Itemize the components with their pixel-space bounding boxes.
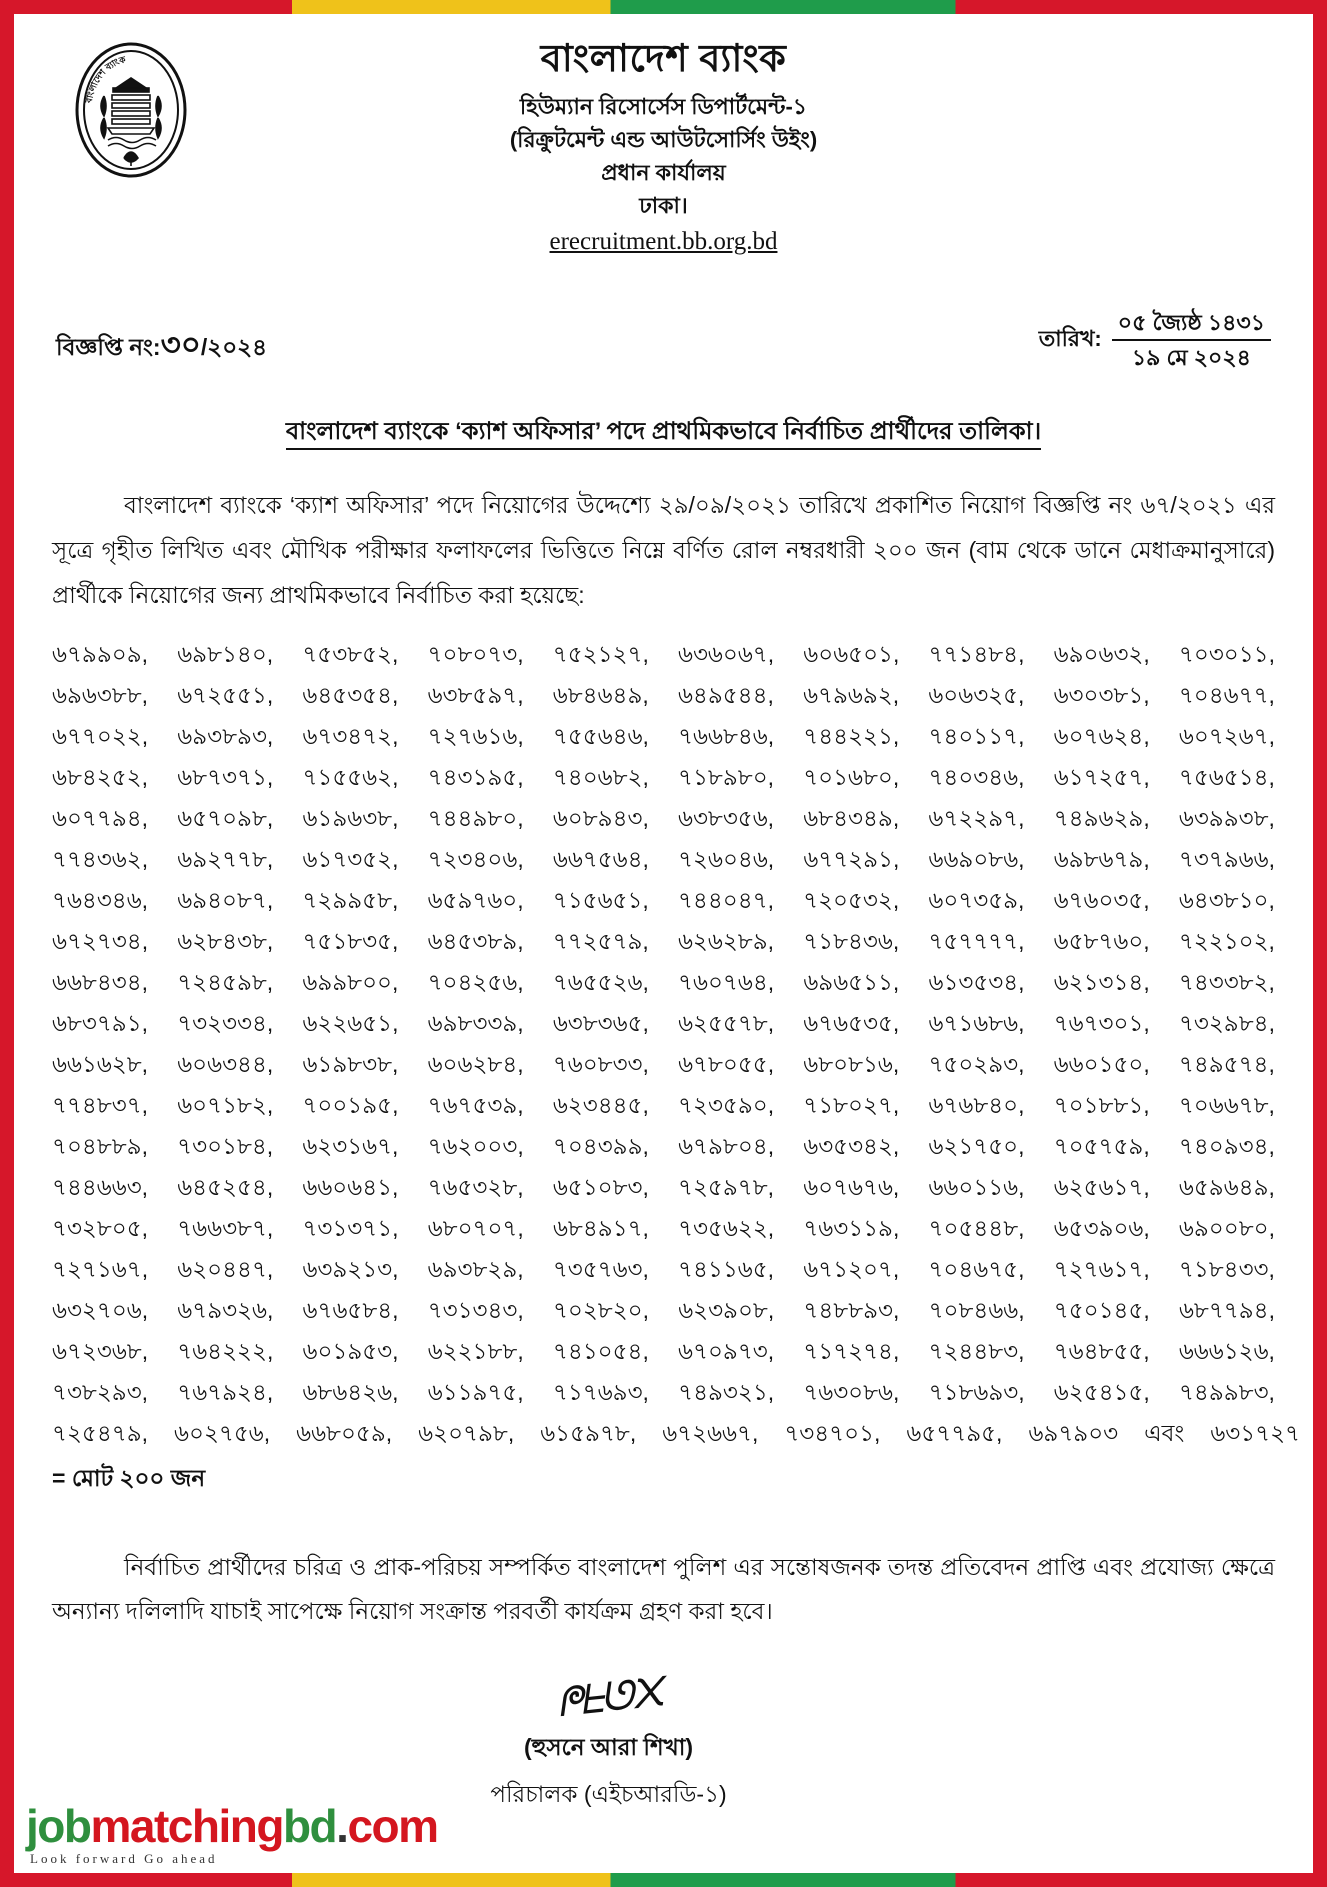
roll-number: ৬১৩৫৩৪, [928, 968, 1025, 995]
roll-number: ৭২৪৪৮৩, [928, 1337, 1025, 1364]
roll-number: ৬২৩৯০৮, [678, 1296, 775, 1323]
jobmatchingbd-watermark [26, 1800, 438, 1866]
roll-number: ৭১৭২৭৪, [803, 1337, 900, 1364]
office-name: প্রধান কার্যালয় [601, 159, 726, 185]
roll-number: ৭৫০১৪৫, [1053, 1296, 1150, 1323]
roll-number: ৭৩৮২৯৩, [52, 1378, 149, 1405]
roll-number: ৬০১৯৫৩, [302, 1337, 399, 1364]
roll-number: ৭৪৪৬৬৩, [52, 1173, 149, 1200]
roll-number: ৭০৪৬৭৫, [928, 1255, 1025, 1282]
roll-number: ৬৮৭৩৭১, [177, 763, 274, 790]
roll-number: ৭৬৩০৮৬, [803, 1378, 900, 1405]
roll-number: ৬৯৬৫১১, [803, 968, 900, 995]
bank-name: বাংলাদেশ ব্যাংক [540, 38, 787, 80]
roll-number: ৭৪৪০৪৭, [677, 886, 774, 913]
roll-number: ৬০৭৩৫৯, [928, 886, 1025, 913]
roll-number: ৬৭০৯৭৩, [678, 1337, 775, 1364]
roll-number: ৭৬৭৯২৪, [177, 1378, 274, 1405]
roll-row [52, 1085, 1275, 1126]
signature-block [22, 1669, 1305, 1815]
roll-number: ৭৬৩১১৯, [803, 1214, 900, 1241]
roll-row [52, 1167, 1275, 1208]
roll-number: ৬৩৮৩৬৫, [552, 1009, 649, 1036]
roll-number: ৬৫৩৯০৬, [1053, 1214, 1150, 1241]
roll-number: ৬৮৪৬৪৯, [552, 681, 649, 708]
roll-number: ৬৯৩৮৯৩, [177, 722, 274, 749]
roll-number: ৭৪০৯৩৪, [1178, 1132, 1275, 1159]
roll-number: ৬৩৫৩৪২, [803, 1132, 900, 1159]
roll-number: ৬১১৯৭৫, [427, 1378, 524, 1405]
roll-number: ৬৭২৩৬৮, [52, 1337, 149, 1364]
roll-number: ৭৪১০৫৪, [552, 1337, 649, 1364]
roll-number: ৬৭২৫৫১, [177, 681, 274, 708]
roll-number: ৬৭৯৩২৬, [177, 1296, 274, 1323]
wing-name: (রিক্রুটমেন্ট এন্ড আউটসোর্সিং উইং) [509, 126, 818, 152]
roll-number: ৬৯০৬৩২, [1053, 640, 1150, 667]
handwritten-signature: ᖘᖶᘎ᙭ [554, 1669, 663, 1726]
roll-number: ৬৯০০৮০, [1178, 1214, 1275, 1241]
roll-row [52, 880, 1275, 921]
roll-number: ৭৬০৮৩৩, [552, 1050, 649, 1077]
roll-number: ৭১৮৯৮০, [678, 763, 775, 790]
roll-number: ৭৪৩১৯৫, [427, 763, 524, 790]
roll-number: ৭০৪২৫৬, [427, 968, 524, 995]
roll-number: ৬৪৩৮১০, [1178, 886, 1275, 913]
roll-number: ৬০৬৫০১, [803, 640, 900, 667]
roll-number: ৬৯৭৯০৩ [1028, 1419, 1119, 1446]
page-title-text: বাংলাদেশ ব্যাংকে ‘ক্যাশ অফিসার’ পদে প্রাথমিকভাবে নির্বাচিত প্রার্থীদের তালিকা। [286, 418, 1041, 450]
roll-number: ৬৩৬০৬৭, [678, 640, 775, 667]
roll-number: ৬৬১৬২৮, [52, 1050, 149, 1077]
roll-number: ৬৯৮১৪০, [177, 640, 274, 667]
roll-number: ৬৭১২০৭, [803, 1255, 900, 1282]
roll-number: ৬২১৭৫০, [928, 1132, 1025, 1159]
roll-number: ৬৯৮৬৭৯, [1053, 845, 1150, 872]
roll-number: ৬২০৪৪৭, [177, 1255, 274, 1282]
roll-number: ৬৬৭৫৬৪, [552, 845, 649, 872]
roll-row [52, 1249, 1275, 1290]
roll-number: ৬২৮৪৩৮, [177, 927, 274, 954]
roll-number: ৭৭৪৩৬২, [52, 845, 149, 872]
roll-row [52, 716, 1275, 757]
roll-number: ৬২৫৫৭৮, [678, 1009, 775, 1036]
roll-number: ৭১৮৬৯৩, [928, 1378, 1025, 1405]
roll-number: ৭৩২৩৩৪, [177, 1009, 274, 1036]
roll-row [52, 757, 1275, 798]
roll-number: ৬৩৯২১৩, [302, 1255, 399, 1282]
roll-number: ৭৩১৩৪৩, [427, 1296, 524, 1323]
watermark-dot: . [336, 1800, 348, 1852]
roll-number: ৭২৩৫৯০, [678, 1091, 775, 1118]
reference-and-date-row [22, 308, 1305, 373]
roll-number: ৬৭৬৮৪০, [928, 1091, 1025, 1118]
notice-date [1039, 308, 1271, 373]
roll-number: ৬১৭৩৫২, [302, 845, 399, 872]
roll-number: ৭১৮৪৩৩, [1178, 1255, 1275, 1282]
roll-number: ৭৬৭৫৩৯, [427, 1091, 524, 1118]
roll-number: ৬০২৭৫৬, [174, 1419, 271, 1446]
roll-number: ৭০৮০৭৩, [427, 640, 524, 667]
roll-number: এবং [1144, 1419, 1185, 1446]
watermark-matching: matching [90, 1800, 283, 1852]
roll-number: ৭০৬৬৭৮, [1178, 1091, 1275, 1118]
roll-number: ৬৯৬৩৮৮, [52, 681, 149, 708]
roll-number: ৬৮৪২৫২, [52, 763, 149, 790]
roll-number: ৬২১৩১৪, [1053, 968, 1150, 995]
roll-number: ৬১৯৬৩৮, [302, 804, 399, 831]
roll-number: ৭১৭৬৯৩, [552, 1378, 649, 1405]
roll-number: ৭৪৩৩৮২, [1178, 968, 1275, 995]
roll-number: ৬৭৯৬৯২, [803, 681, 900, 708]
roll-number: ৬২৩৪৪৫, [552, 1091, 649, 1118]
roll-number: ৬০৭১৮২, [177, 1091, 274, 1118]
roll-number: ৭০৪৩৯৯, [552, 1132, 649, 1159]
roll-number: ৭২৩৪০৬, [427, 845, 524, 872]
roll-number: ৬৭৯৯০৯, [52, 640, 149, 667]
roll-row [52, 1003, 1275, 1044]
roll-number: ৬৭২২৯৭, [928, 804, 1025, 831]
roll-number: ৭২৭১৬৭, [52, 1255, 149, 1282]
roll-number: ৬৬০১৫০, [1053, 1050, 1150, 1077]
signatory-name: (হুসনে আরা শিখা) [523, 1734, 694, 1761]
roll-number: ৭০১৬৮০, [803, 763, 900, 790]
date-label: তারিখ: [1038, 325, 1102, 351]
watermark-bd: bd [282, 1800, 337, 1852]
roll-number: ৬৮৪৩৪৯, [803, 804, 900, 831]
roll-number: ৭৭১৪৮৪, [928, 640, 1025, 667]
roll-number: ৬৪৯৫৪৪, [677, 681, 774, 708]
roll-number: ৭৪০১১৭, [928, 722, 1025, 749]
roll-number: ৭৪০৩৪৬, [928, 763, 1025, 790]
roll-number: ৬৬০১১৬, [928, 1173, 1025, 1200]
roll-number: ৬২৫৪১৫, [1053, 1378, 1150, 1405]
roll-number: ৭৫৭৭৭৭, [928, 927, 1025, 954]
ref-year: /২০২৪ [200, 334, 268, 361]
page-title [22, 413, 1305, 453]
roll-number: ৬২৬২৮৯, [677, 927, 775, 954]
roll-number: ৭১৮০২৭, [803, 1091, 900, 1118]
roll-number: ৭৭২৫৭৯, [552, 927, 649, 954]
roll-number: ৬০৬২৮৪, [427, 1050, 524, 1077]
roll-number: ৭৬৭৩০১, [1053, 1009, 1150, 1036]
roll-row [52, 1290, 1275, 1331]
roll-number: ৭৪৮৮৯৩, [803, 1296, 900, 1323]
roll-number: ৭৫০২৯৩, [928, 1050, 1025, 1077]
roll-number: ৬৩৮৩৫৬, [678, 804, 775, 831]
roll-number: ৬৭৭২৯১, [803, 845, 900, 872]
roll-number: ৬০৭৭৯৪, [52, 804, 149, 831]
roll-number: ৬৫৮৭৬০, [1053, 927, 1150, 954]
watermark-job: job [26, 1800, 91, 1852]
notice-reference-number [56, 321, 267, 373]
document-page [22, 22, 1305, 1865]
roll-number: ৬৭৭০২২, [52, 722, 149, 749]
roll-row [52, 1372, 1275, 1413]
roll-number: ৬৭৮০৫৫, [678, 1050, 775, 1077]
roll-row [52, 921, 1275, 962]
roll-number: ৬৬০৬৪১, [302, 1173, 399, 1200]
svg-text:বাংলাদেশ ব্যাংক: বাংলাদেশ ব্যাংক [83, 54, 127, 104]
ref-number: ৩০ [160, 327, 201, 363]
roll-row [52, 1126, 1275, 1167]
roll-number: ৭১৫৬৫১, [552, 886, 649, 913]
roll-number: ৭৪৯৯৮৩, [1178, 1378, 1275, 1405]
roll-number: ৬৬৮০৫৯, [296, 1419, 393, 1446]
roll-number: ৭৩৫৬২২, [678, 1214, 775, 1241]
roll-number: ৬৮৪৯১৭, [552, 1214, 649, 1241]
roll-number: ৭৫৩৮৫২, [302, 640, 399, 667]
roll-number: ৭০৮৪৬৬, [928, 1296, 1025, 1323]
roll-number: ৬৪৫২৫৪, [177, 1173, 274, 1200]
roll-number: ৭২৯৯৫৮, [302, 886, 399, 913]
roll-number: ৬৯৪০৮৭, [177, 886, 274, 913]
roll-number: ৭২৭৬১৬, [427, 722, 524, 749]
watermark-tagline: Look forward Go ahead [30, 1851, 218, 1866]
roll-number: ৭৬৪২২২, [177, 1337, 274, 1364]
roll-number: ৬১৯৮৩৮, [302, 1050, 399, 1077]
roll-number: ৬২২৬৫১, [302, 1009, 399, 1036]
roll-number: ৬৭৬০৩৫, [1053, 886, 1150, 913]
roll-number: ৬০৮৯৪৩, [552, 804, 649, 831]
roll-number: ৬৫১০৮৩, [552, 1173, 649, 1200]
roll-number: ৭০৪৮৮৯, [52, 1132, 148, 1159]
ref-label: বিজ্ঞপ্তি নং: [56, 334, 161, 361]
roll-number: ৭৫২১২৭, [552, 640, 649, 667]
roll-number: ৬২২১৮৮, [427, 1337, 524, 1364]
roll-number: ৭৬৪৩৪৬, [52, 886, 149, 913]
erecruitment-url-link[interactable]: erecruitment.bb.org.bd [549, 227, 778, 255]
roll-number: ৬০৬৩৪৪, [177, 1050, 274, 1077]
roll-number: ৭২৭৬১৭, [1053, 1255, 1150, 1282]
roll-number: ৭৭৪৮৩৭, [52, 1091, 149, 1118]
roll-number: ৭৩৫৭৬৩, [552, 1255, 649, 1282]
roll-number: ৬০৭৬২৪, [1053, 722, 1150, 749]
roll-number: ৭৩২৮০৫, [52, 1214, 149, 1241]
roll-number: ৭৬৪৮৫৫, [1053, 1337, 1150, 1364]
roll-number: ৬৭৬৫৩৫, [803, 1009, 900, 1036]
roll-row [52, 839, 1275, 880]
roll-number: ৭৩৭৯৬৬, [1178, 845, 1275, 872]
city-name: ঢাকা। [639, 192, 688, 218]
total-count-line: = মোট ২০০ জন [52, 1464, 206, 1491]
roll-number: ৬৯৯৮০০, [302, 968, 399, 995]
roll-number: ৬৫৯৭৬০, [427, 886, 524, 913]
roll-number: ৭৪৪৯৮০, [427, 804, 524, 831]
roll-number: ৬৫৭০৯৮, [177, 804, 274, 831]
roll-number: ৬৬৬১২৬, [1178, 1337, 1275, 1364]
department-name: হিউম্যান রিসোর্সেস ডিপার্টমেন্ট-১ [519, 93, 808, 119]
roll-number: ৭০১৮৮১, [1053, 1091, 1150, 1118]
roll-number: ৭৩০১৮৪, [177, 1132, 274, 1159]
roll-number: ৭০৪৬৭৭, [1178, 681, 1275, 708]
roll-number: ৬৩৯৯৩৮, [1178, 804, 1275, 831]
date-gregorian: ১৯ মে ২০২৪ [1131, 345, 1251, 371]
roll-number: ৭০৫৭৫৯, [1053, 1132, 1150, 1159]
closing-paragraph: নির্বাচিত প্রার্থীদের চরিত্র ও প্রাক-পরিচয় সম্পর্কিত বাংলাদেশ পুলিশ এর সন্তোষজনক তদন্ত প্রতিবেদন প্রাপ্তি এবং প্রযোজ্য ক্ষেত্রে অন্যান্য দলিলাদি যাচাই সাপেক্ষে নিয়োগ সংক্রান্ত পরবর্তী কার্যক্রম গ্রহণ করা হবে। [52, 1553, 1275, 1625]
roll-number: ৭৪৯৫৭৪, [1178, 1050, 1275, 1077]
roll-number: ৬০৬৩২৫, [928, 681, 1025, 708]
roll-number: ৬৬৯০৮৬, [928, 845, 1025, 872]
roll-row [52, 962, 1275, 1003]
roll-number: ৭২৪৫৯৮, [177, 968, 274, 995]
roll-number: ৬২৩১৬৭, [302, 1132, 399, 1159]
roll-number: ৭৩৪৭০১, [784, 1419, 881, 1446]
roll-number: ৬৭২৬৬৭, [662, 1419, 759, 1446]
bangladesh-bank-seal-icon [72, 40, 190, 180]
intro-paragraph: বাংলাদেশ ব্যাংকে ‘ক্যাশ অফিসার’ পদে নিয়োগের উদ্দেশ্যে ২৯/০৯/২০২১ তারিখে প্রকাশিত নিয়োগ বিজ্ঞপ্তি নং ৬৭/২০২১ এর সূত্রে গৃহীত লিখিত এবং মৌখিক পরীক্ষার ফলাফলের ভিত্তিতে নিম্নে বর্ণিত রোল নম্বরধারী ২০০ জন (বাম থেকে ডানে মেধাক্রমানুসারে) প্রার্থীকে নিয়োগের জন্য প্রাথমিকভাবে নির্বাচিত করা হয়েছে: [52, 492, 1275, 608]
roll-number: ৭৬৫৫২৬, [552, 968, 649, 995]
roll-number: ৭৪৪২২১, [803, 722, 900, 749]
roll-number: ৭৬৫৩২৮, [427, 1173, 524, 1200]
roll-number: ৭২৫৪৭৯, [52, 1419, 149, 1446]
roll-row [52, 675, 1275, 716]
roll-number: ৭৬৬৩৮৭, [177, 1214, 274, 1241]
roll-row [52, 1208, 1275, 1249]
roll-number: ৭৪১১৬৫, [678, 1255, 775, 1282]
roll-number: ৭০৫৪৪৮, [928, 1214, 1025, 1241]
roll-number: ৬১৭২৫৭, [1053, 763, 1150, 790]
roll-number: ৭২৫৯৭৮, [678, 1173, 775, 1200]
roll-number: ৭০০১৯৫, [302, 1091, 399, 1118]
roll-number: ৭৬২০০৩, [427, 1132, 524, 1159]
roll-number: ৭৫৫৬৪৬, [552, 722, 649, 749]
roll-number: ৭২৬০৪৬, [678, 845, 775, 872]
roll-number: ৭৪৯৩২১, [678, 1378, 775, 1405]
roll-number: ৬৮৬৪২৬, [302, 1378, 399, 1405]
roll-number: ৬১৫৯৭৮, [540, 1419, 637, 1446]
roll-number: ৬০৭৬৭৬, [803, 1173, 900, 1200]
roll-number: ৭৪০৬৮২, [552, 763, 649, 790]
roll-number: ৬৩০৩৮১, [1053, 681, 1150, 708]
roll-number: ৬৯২৭৭৮, [177, 845, 274, 872]
roll-number: ৭৩১৩৭১, [302, 1214, 399, 1241]
roll-number: ৭১৫৫৬২, [302, 763, 399, 790]
roll-number: ৭৪৯৬২৯, [1053, 804, 1150, 831]
roll-number: ৬৮৭৭৯৪, [1178, 1296, 1275, 1323]
roll-number: ৬২৫৬১৭, [1053, 1173, 1150, 1200]
roll-row [52, 634, 1275, 675]
roll-row [52, 1044, 1275, 1085]
roll-row [52, 1413, 1301, 1454]
date-stack [1112, 308, 1271, 373]
roll-number: ৬৫৯৬৪৯, [1178, 1173, 1275, 1200]
roll-number: ৬৩৮৫৯৭, [427, 681, 524, 708]
watermark-com: com [347, 1800, 438, 1852]
roll-number: ৬৭১৬৮৬, [928, 1009, 1025, 1036]
roll-number: ৬৩২৭০৬, [52, 1296, 149, 1323]
roll-number: ৭৫১৮৩৫, [302, 927, 399, 954]
roll-row [52, 798, 1275, 839]
roll-number: ৬২০৭৯৮, [418, 1419, 515, 1446]
roll-number: ৭৬৬৮৪৬, [678, 722, 775, 749]
signatory-designation: পরিচালক (এইচআরডি-১) [490, 1781, 727, 1808]
date-bangla: ০৫ জ্যৈষ্ঠ ১৪৩১ [1112, 308, 1271, 342]
roll-number: ৬৬৮৪৩৪, [52, 968, 149, 995]
roll-number: ৬৮৩৭৯১, [52, 1009, 149, 1036]
roll-number: ৬৯৮৩৩৯, [427, 1009, 524, 1036]
roll-number: ৭২০৫৩২, [803, 886, 900, 913]
roll-number: ৭১৮৪৩৬, [803, 927, 900, 954]
roll-number: ৬৪৫৩৫৪, [302, 681, 399, 708]
roll-number: ৭৫৬৫১৪, [1178, 763, 1275, 790]
roll-number: ৬৭২৭৩৪, [52, 927, 149, 954]
roll-number: ৬৮০৭০৭, [427, 1214, 524, 1241]
roll-row [52, 1331, 1275, 1372]
roll-number: ৬৭৩৪৭২, [302, 722, 399, 749]
watermark-logo-text [26, 1800, 438, 1852]
roll-number: ৭০৩০১১, [1178, 640, 1275, 667]
roll-number: ৬৯৩৮২৯, [427, 1255, 524, 1282]
roll-number: ৬৭৬৫৮৪, [302, 1296, 399, 1323]
roll-number: ৭৬০৭৬৪, [678, 968, 775, 995]
document-header [22, 22, 1305, 256]
roll-number: ৭৩২৯৮৪, [1178, 1009, 1275, 1036]
roll-number: ৬৭৯৮০৪, [678, 1132, 775, 1159]
roll-number: ৬০৭২৬৭, [1178, 722, 1275, 749]
roll-number: ৭২২১০২, [1178, 927, 1275, 954]
roll-number: ৬৮০৮১৬, [803, 1050, 900, 1077]
roll-number: ৬৫৭৭৯৫, [906, 1419, 1003, 1446]
roll-number: ৬৪৫৩৮৯, [427, 927, 524, 954]
roll-number: ৬৩১৭২৭ [1210, 1419, 1301, 1446]
roll-number: ৭০২৮২০, [552, 1296, 650, 1323]
selected-roll-number-list [22, 634, 1305, 1454]
